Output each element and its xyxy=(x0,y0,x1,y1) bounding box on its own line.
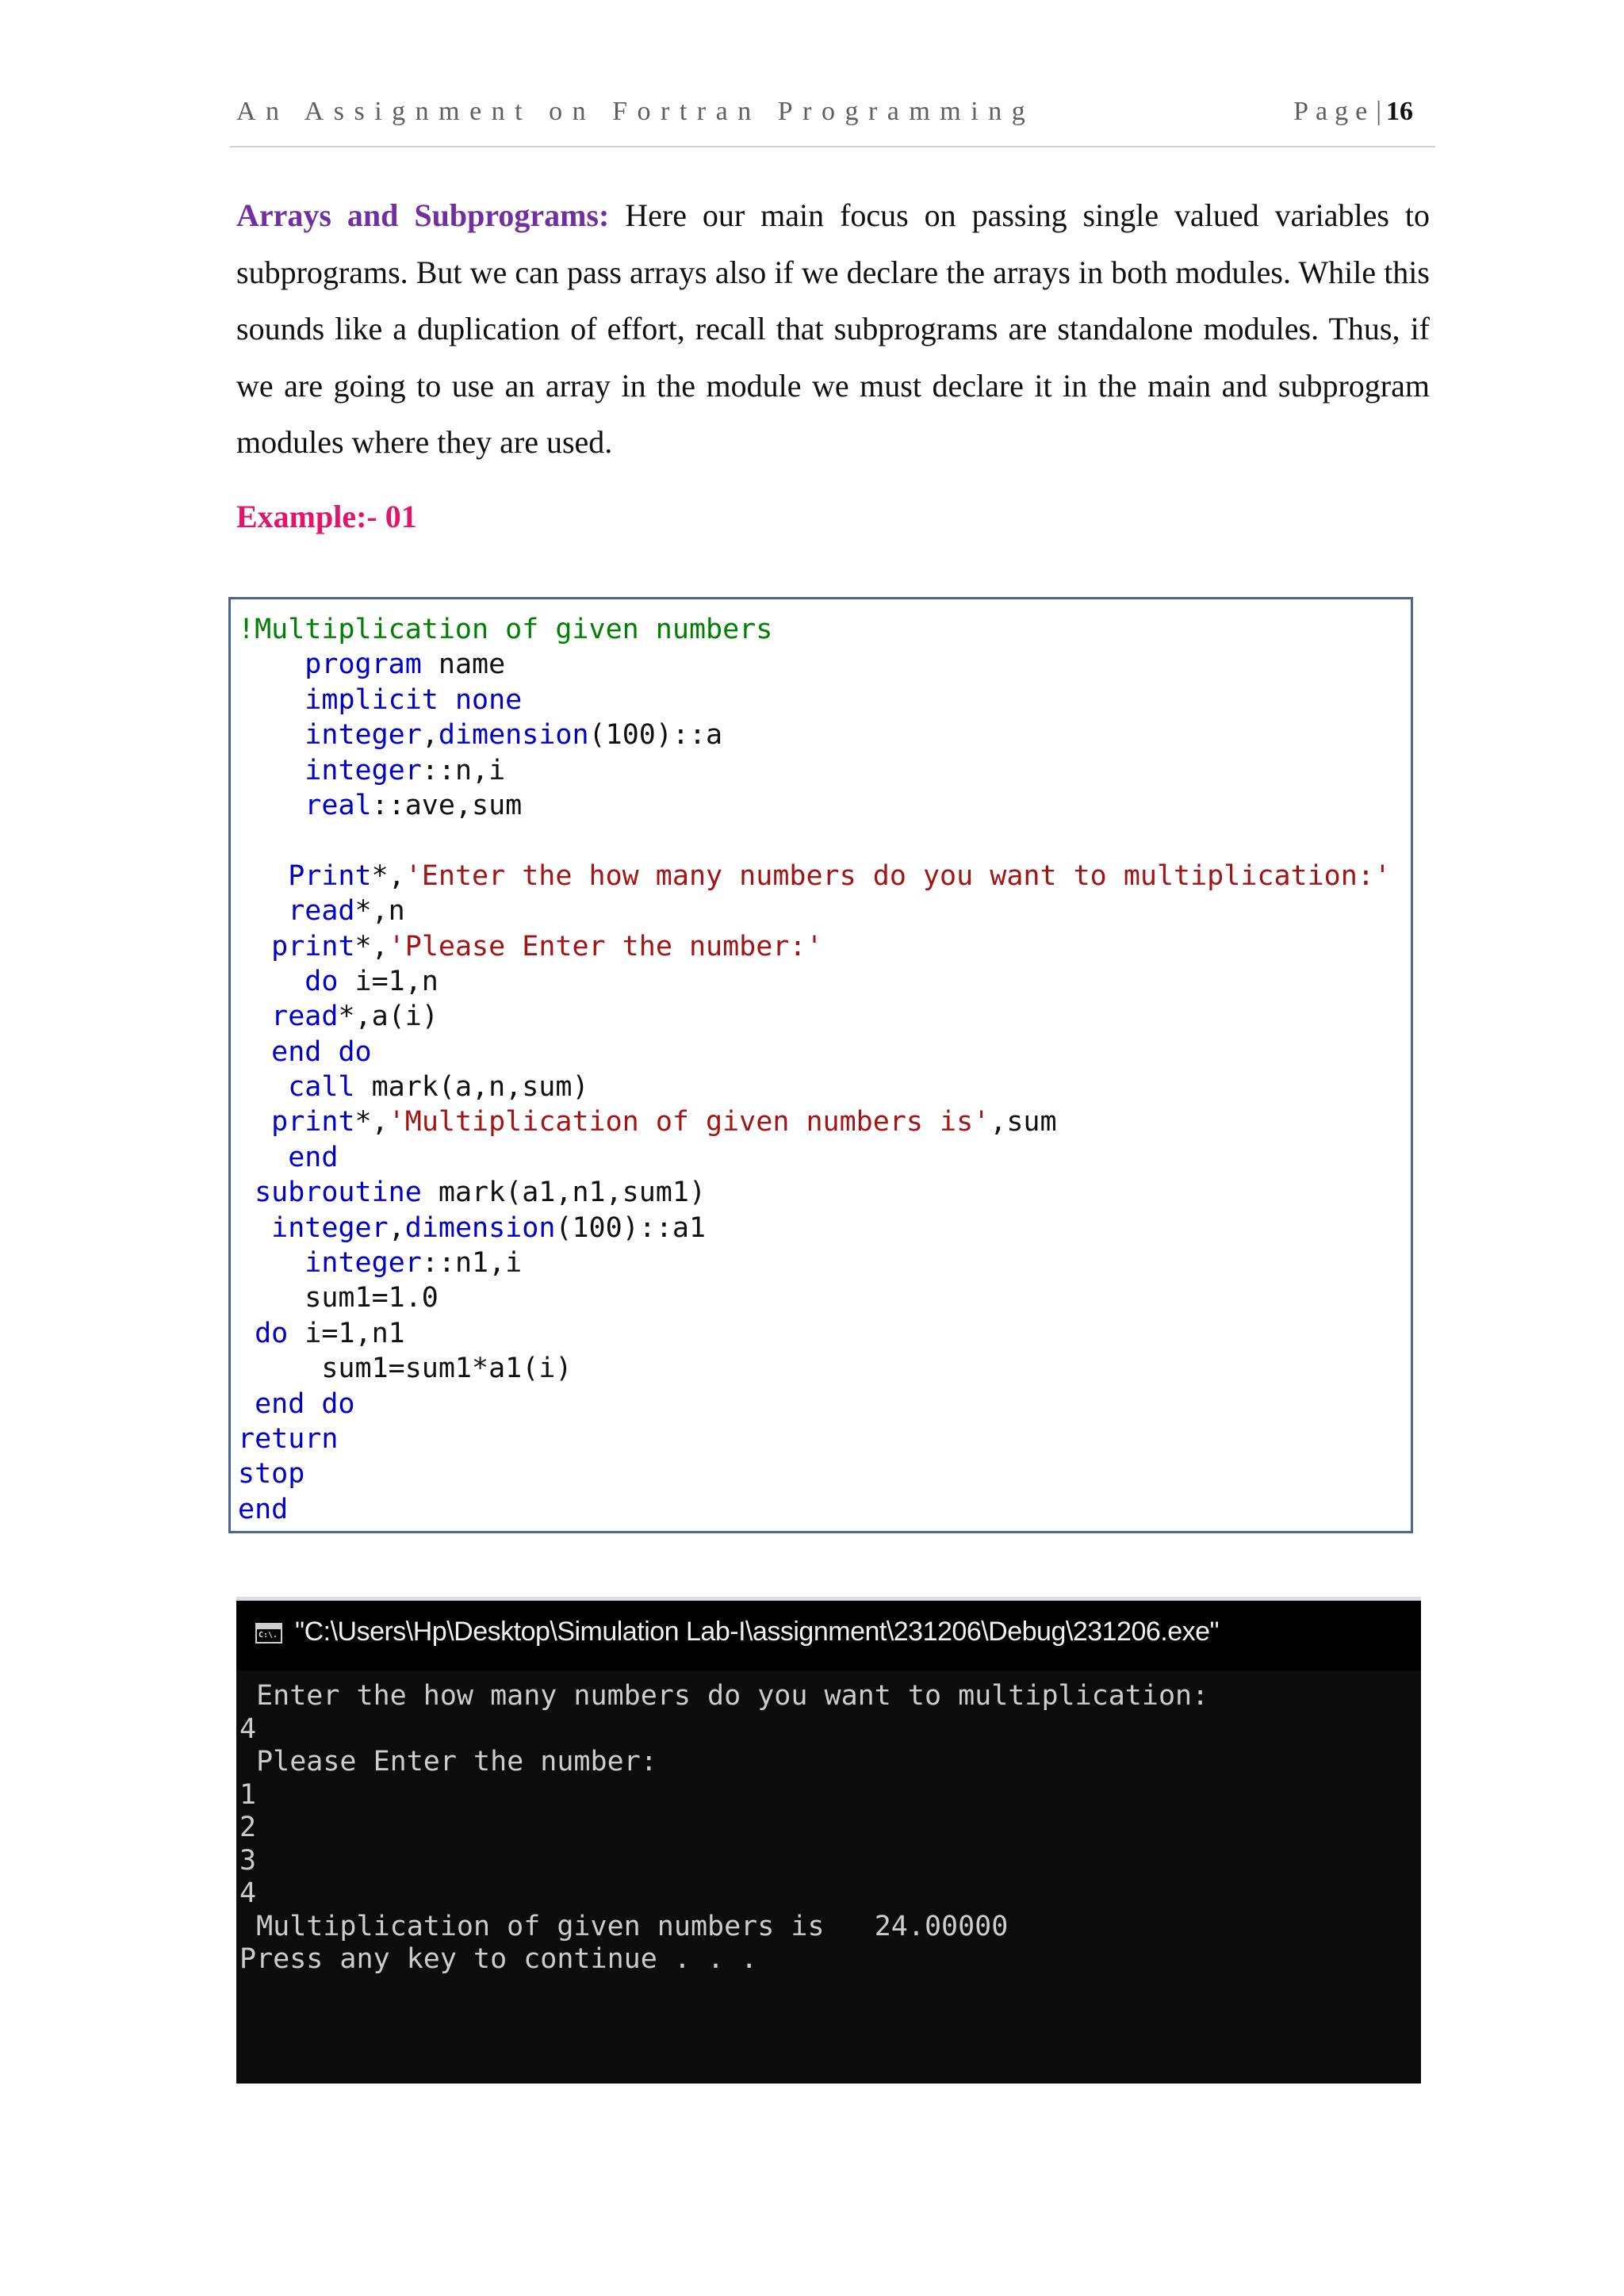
code-token: sum1=1.0 xyxy=(238,1282,439,1314)
code-line xyxy=(238,1492,1391,1527)
example-label: Example:- 01 xyxy=(236,499,417,534)
code-line xyxy=(238,647,1391,682)
page-number: 16 xyxy=(1386,97,1413,126)
code-token: 'Multiplication of given numbers is' xyxy=(388,1106,990,1138)
code-line xyxy=(238,1280,1391,1315)
console-line: Press any key to continue . . . xyxy=(239,1943,758,1975)
code-token xyxy=(238,1001,271,1032)
header-divider xyxy=(230,146,1435,147)
code-token: end xyxy=(238,1493,289,1525)
code-token: *, xyxy=(354,930,389,962)
console-title: "C:\Users\Hp\Desktop\Simulation Lab-I\assignment\231206\Debug\231206.exe" xyxy=(295,1617,1220,1647)
code-line xyxy=(238,1140,1391,1175)
code-token: integer xyxy=(304,1247,422,1280)
code-token: , xyxy=(388,1211,405,1244)
code-line xyxy=(238,1387,1391,1422)
code-token: implicit none xyxy=(304,683,523,716)
page-number-block xyxy=(1293,97,1413,127)
code-token: sum1=sum1*a1(i) xyxy=(238,1353,573,1385)
code-token xyxy=(238,966,304,997)
code-token: *,n xyxy=(354,895,405,928)
code-listing xyxy=(238,612,1391,1527)
page-separator: | xyxy=(1376,97,1381,126)
code-token: do xyxy=(304,965,339,997)
code-line xyxy=(238,612,1391,647)
code-token: name xyxy=(421,649,506,681)
code-line xyxy=(238,1070,1391,1104)
code-token: dimension xyxy=(438,719,589,752)
code-token: read xyxy=(271,1001,339,1033)
code-token: ,sum xyxy=(990,1106,1057,1138)
code-token xyxy=(238,1318,255,1349)
code-token xyxy=(238,895,288,927)
code-line xyxy=(238,823,1391,858)
code-line xyxy=(238,929,1391,964)
console-line: 2 xyxy=(239,1812,257,1843)
code-block xyxy=(228,597,1413,1533)
code-token: print xyxy=(271,930,355,962)
code-token xyxy=(238,1177,255,1208)
code-token xyxy=(238,1071,288,1103)
code-token xyxy=(238,719,304,751)
code-token xyxy=(238,755,304,786)
code-line xyxy=(238,999,1391,1034)
console-line: Please Enter the number: xyxy=(239,1746,657,1777)
console-line: Enter the how many numbers do you want to multiplication: xyxy=(239,1680,1209,1712)
code-token: !Multiplication of given numbers xyxy=(238,614,773,645)
code-token: do xyxy=(255,1317,289,1349)
code-token: *,a(i) xyxy=(338,1001,439,1033)
page-header xyxy=(236,97,1435,144)
intro-paragraph xyxy=(236,187,1430,471)
code-token xyxy=(238,1106,271,1138)
header-title: An Assignment on Fortran Programming xyxy=(236,97,1036,126)
code-token: integer xyxy=(304,754,422,786)
code-line xyxy=(238,1035,1391,1070)
code-token: print xyxy=(271,1106,355,1138)
code-token: real xyxy=(304,789,372,821)
code-token xyxy=(238,1388,255,1420)
code-token: (100)::a xyxy=(588,719,723,752)
console-line: 4 xyxy=(239,1712,257,1745)
code-token: integer xyxy=(271,1211,389,1244)
console-line: Multiplication of given numbers is 24.00000 xyxy=(239,1910,1009,1942)
code-token xyxy=(238,1212,271,1244)
code-line xyxy=(238,753,1391,788)
code-token: integer xyxy=(304,719,422,752)
code-line xyxy=(238,1351,1391,1386)
code-line xyxy=(238,1422,1391,1456)
code-token: end do xyxy=(271,1035,372,1068)
code-token: i=1,n xyxy=(338,965,439,997)
code-token: subroutine xyxy=(255,1177,422,1209)
code-token: *, xyxy=(371,859,405,892)
code-token: (100)::a1 xyxy=(555,1211,707,1244)
code-line xyxy=(238,1246,1391,1280)
code-line xyxy=(238,683,1391,718)
code-token xyxy=(238,649,304,680)
code-token xyxy=(238,790,304,821)
code-token xyxy=(238,931,271,962)
code-token: i=1,n1 xyxy=(288,1317,405,1349)
console-icon-label: C:\. xyxy=(259,1631,278,1640)
console-titlebar[interactable] xyxy=(236,1601,1421,1670)
code-line xyxy=(238,788,1391,823)
code-token: end do xyxy=(255,1387,355,1420)
code-token: Print xyxy=(288,859,372,892)
code-line xyxy=(238,1211,1391,1246)
console-line: 1 xyxy=(239,1778,257,1811)
code-token: read xyxy=(288,895,355,928)
code-token: mark(a1,n1,sum1) xyxy=(421,1177,707,1209)
code-token: *, xyxy=(354,1106,389,1138)
code-line xyxy=(238,1175,1391,1210)
code-token: mark(a,n,sum) xyxy=(354,1071,589,1104)
console-line: 3 xyxy=(239,1844,257,1877)
code-line xyxy=(238,894,1391,928)
code-token: ::ave,sum xyxy=(371,789,523,821)
console-app-icon xyxy=(255,1623,282,1644)
code-token xyxy=(238,1247,304,1279)
code-token: , xyxy=(421,719,439,752)
code-token: ::n1,i xyxy=(421,1247,523,1280)
code-line xyxy=(238,1104,1391,1139)
page-label: Page xyxy=(1293,97,1375,126)
code-line xyxy=(238,1456,1391,1491)
code-token xyxy=(238,1036,271,1068)
code-token: program xyxy=(304,649,422,681)
code-token: 'Enter the how many numbers do you want to multiplication:' xyxy=(404,859,1391,892)
code-line xyxy=(238,859,1391,894)
code-token xyxy=(238,684,304,716)
section-heading: Arrays and Subprograms: xyxy=(236,197,610,233)
code-line xyxy=(238,964,1391,999)
console-window xyxy=(236,1597,1421,2084)
code-token: ::n,i xyxy=(421,754,506,786)
code-token: 'Please Enter the number:' xyxy=(388,930,823,962)
code-token: return xyxy=(238,1422,339,1455)
code-token: dimension xyxy=(404,1211,556,1244)
console-output[interactable] xyxy=(239,1680,1208,1976)
code-line xyxy=(238,1316,1391,1351)
code-token: call xyxy=(288,1071,355,1104)
code-token: end xyxy=(288,1141,339,1173)
code-line xyxy=(238,718,1391,752)
code-token xyxy=(238,1142,288,1173)
intro-body: Here our main focus on passing single valued variables to subprograms. But we can pass arrays also if we declare the arrays in both modules. While this sounds like a duplication of effort, recall that subprograms are standalone modules. Thus, if we are going to use an array in the module we must declare it in the main and subprogram modules where they are used. xyxy=(236,197,1430,460)
code-token: stop xyxy=(238,1458,305,1490)
console-line: 4 xyxy=(239,1877,257,1909)
code-token xyxy=(238,860,288,892)
